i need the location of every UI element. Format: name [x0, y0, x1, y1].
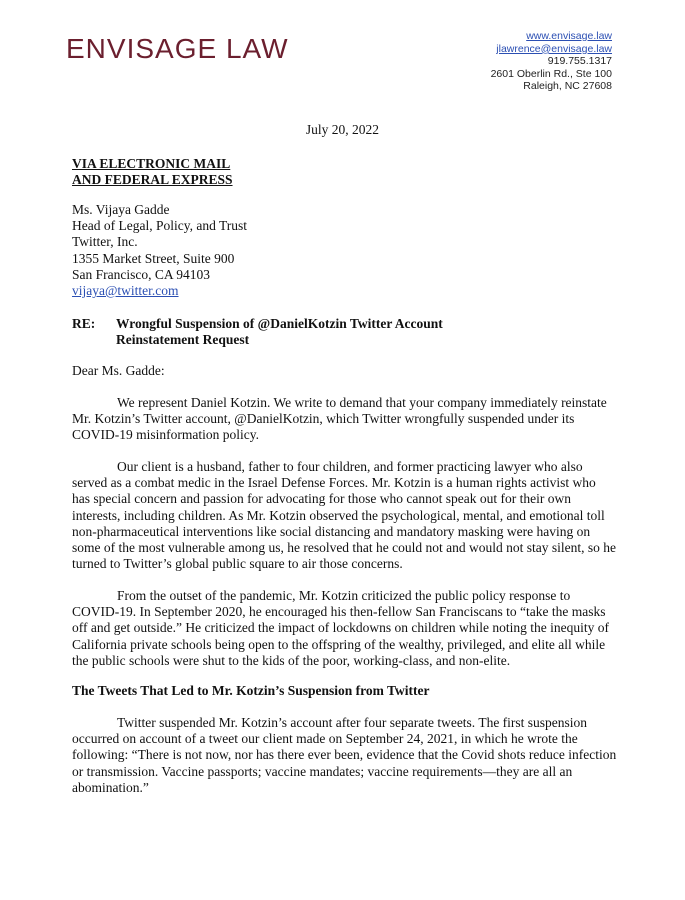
- subject-line: [72, 316, 617, 348]
- paragraph-3: From the outset of the pandemic, Mr. Kotzin criticized the public policy response to COVID-19. In September 2020, he encouraged his then-fellow San Franciscans to “take the masks off and get outside.” He criticized the impact of lockdowns on children while noting the inequity of California private schools being open to the offspring of the wealthy, privileged, and elite all while the public schools were shut to the kids of the poor, working-class, and non-elite.: [72, 588, 609, 668]
- email-link[interactable]: jlawrence@envisage.law: [496, 42, 612, 55]
- city-address: Raleigh, NC 27608: [523, 80, 612, 93]
- paragraph-2: Our client is a husband, father to four children, and former practicing lawyer who also served as a combat medic in the Israel Defense Forces. Mr. Kotzin is a human rights activist who has special concern and passion for advocating for those who cannot speak out for their own interests, including children. As Mr. Kotzin observed the psychological, mental, and emotional toll non-pharmaceutical interventions like social distancing and mandatory masking were having on some of the most vulnerable among us, he resolved that he could not and would not stay silent, so he turned to Twitter’s global public square to air those concerns.: [72, 459, 617, 572]
- recipient-company: Twitter, Inc.: [72, 234, 138, 250]
- delivery-line-2: AND FEDERAL EXPRESS: [72, 172, 233, 188]
- firm-logo: ENVISAGE LAW: [66, 33, 289, 64]
- delivery-line-1: VIA ELECTRONIC MAIL: [72, 156, 231, 171]
- paragraph-1: We represent Daniel Kotzin. We write to demand that your company immediately reinstate Mr. Kotzin’s Twitter account, @DanielKotzin, which Twitter wrongfully suspended under its COVID-19 misinformation policy.: [72, 395, 607, 443]
- subject-line-1: Wrongful Suspension of @DanielKotzin Twitter Account: [116, 316, 443, 331]
- recipient-name: Ms. Vijaya Gadde: [72, 202, 170, 217]
- contact-block: [491, 30, 612, 93]
- street-address: 2601 Oberlin Rd., Ste 100: [490, 67, 612, 80]
- section-paragraph: Twitter suspended Mr. Kotzin’s account after four separate tweets. The first suspension occurred on account of a tweet our client made on September 24, 2021, in which he wrote the following: “There is not now, nor has there ever been, evidence that the Covid shots reduce infection or transmission. Vaccine passports; vaccine mandates; vaccine requirements—they are all an abomination.”: [72, 715, 617, 795]
- website-link[interactable]: www.envisage.law: [526, 30, 612, 42]
- salutation: Dear Ms. Gadde:: [72, 363, 165, 378]
- phone-number: 919.755.1317: [547, 55, 612, 68]
- subject-line-2: Reinstatement Request: [116, 332, 250, 348]
- recipient-address: [72, 202, 617, 299]
- subject-label: RE:: [72, 316, 96, 331]
- section-heading: The Tweets That Led to Mr. Kotzin’s Suspension from Twitter: [72, 683, 430, 698]
- delivery-method: [72, 156, 617, 188]
- recipient-title: Head of Legal, Policy, and Trust: [72, 218, 247, 234]
- recipient-street: 1355 Market Street, Suite 900: [72, 250, 235, 266]
- recipient-city: San Francisco, CA 94103: [72, 266, 210, 282]
- recipient-email-link[interactable]: vijaya@twitter.com: [72, 283, 179, 299]
- letter-date: July 20, 2022: [305, 122, 380, 137]
